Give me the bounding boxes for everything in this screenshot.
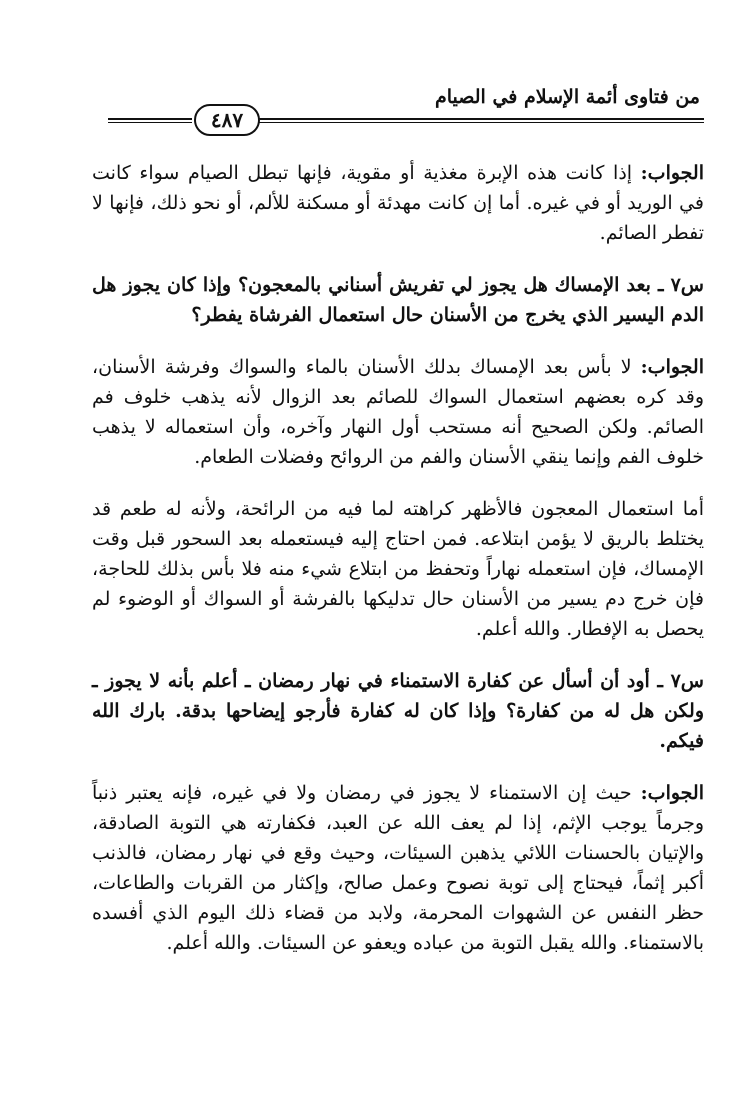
answer-paragraph [92, 778, 704, 958]
answer-label: الجواب: [640, 162, 704, 184]
answer-text: إذا كانت هذه الإبرة مغذية أو مقوية، فإنها تبطل الصيام سواء كانت في الوريد أو في غيره. أما إن كانت مهدئة أو مسكنة للألم، أو نحو ذلك، فإنها لا تفطر الصائم. [92, 162, 704, 244]
answer-label: الجواب: [640, 782, 704, 804]
running-header-title: من فتاوى أئمة الإسلام في الصيام [435, 86, 700, 108]
header-ornament [108, 104, 704, 134]
answer-text: حيث إن الاستمناء لا يجوز في رمضان ولا في غيره، فإنه يعتبر ذنباً وجرماً يوجب الإثم، إذا لم يعف الله عن العبد، فكفارته هي التوبة الصادقة، والإتيان بالحسنات اللائي يذهبن السيئات، وحيث وقع في نهار رمضان، فالذنب أكبر إثماً، فيحتاج إلى توبة نصوح وعمل صالح، وإكثار من القربات والطاعات، حظر النفس عن الشهوات المحرمة، ولابد من قضاء ذلك اليوم الذي أفسده بالاستمناء. والله يقبل التوبة من عباده ويعفو عن السيئات. والله أعلم. [92, 782, 704, 954]
answer-text: لا بأس بعد الإمساك بدلك الأسنان بالماء والسواك وفرشة الأسنان، وقد كره بعضهم استعمال السواك للصائم بعد الزوال لأنه يذهب خلوف فم الصائم. ولكن الصحيح أنه مستحب أول النهار وآخره، وأن استعماله لا يذهب خلوف الفم وإنما ينقي الأسنان والفم من الروائح وفضلات الطعام. [92, 356, 704, 468]
question-paragraph: س٧ ـ أود أن أسأل عن كفارة الاستمناء في نهار رمضان ـ أعلم بأنه لا يجوز ـ ولكن هل له من كفارة؟ وإذا كان له كفارة فأرجو إيضاحها بدقة. بارك الله فيكم. [92, 670, 704, 752]
question-paragraph: س٧ ـ بعد الإمساك هل يجوز لي تفريش أسناني بالمعجون؟ وإذا كان يجوز هل الدم اليسير الذي يخرج من الأسنان حال استعمال الفرشاة يفطر؟ [92, 274, 704, 326]
header-rule-right [258, 118, 704, 123]
header-rule-left [108, 118, 192, 123]
page-number: ٤٨٧ [194, 104, 260, 136]
page-body [92, 158, 704, 980]
body-paragraph: أما استعمال المعجون فالأظهر كراهته لما فيه من الرائحة، ولأنه له طعم قد يختلط بالريق لا يؤمن ابتلاعه. فمن احتاج إليه فيستعمله بعد السحور قبل وقت الإمساك، فإن استعمله نهاراً وتحفظ من ابتلاع شيء منه فلا بأس بذلك للحاجة، فإن خرج دم يسير من الأسنان حال تدليكها بالفرشة أو السواك أو الوضوء لم يحصل به الإفطار. والله أعلم. [92, 498, 704, 640]
answer-paragraph [92, 158, 704, 248]
answer-label: الجواب: [640, 356, 704, 378]
answer-paragraph [92, 352, 704, 472]
